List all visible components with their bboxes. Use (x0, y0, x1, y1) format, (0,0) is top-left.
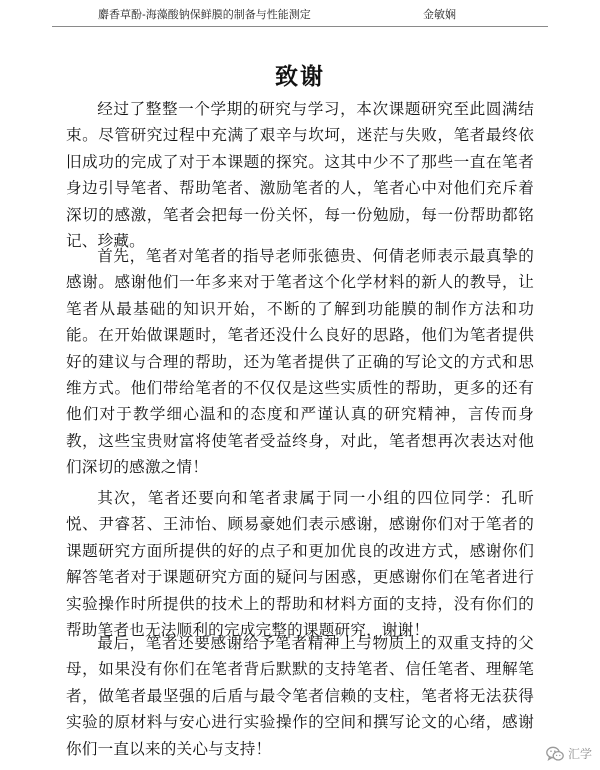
page-title: 致谢 (275, 63, 325, 90)
running-header (52, 8, 548, 27)
paragraph-classmates: 其次，笔者还要向和笔者隶属于同一小组的四位同学：孔昕悦、尹睿茗、王沛怡、顾易豪她们表示感谢，感谢你们对于笔者的课题研究方面所提供的好的点子和更加优良的改进方式，感谢你们解答笔者对于课题研究方面的疑问与困惑，更感谢你们在笔者进行实验操作时所提供的技术上的帮助和材料方面的支持，没有你们的帮助笔者也无法顺利的完成完整的课题研究，谢谢！ (66, 489, 534, 640)
paragraph-parents: 最后，笔者还要感谢给予笔者精神上与物质上的双重支持的父母，如果没有你们在笔者背后默默的支持笔者、信任笔者、理解笔者，做笔者最坚强的后盾与最令笔者信赖的支柱，笔者将无法获得实验的原材料与安心进行实验操作的空间和撰写论文的心绪，感谢你们一直以来的关心与支持！ (66, 634, 534, 758)
header-author: 金敏娴 (423, 8, 456, 21)
wechat-icon (546, 746, 564, 762)
watermark (546, 745, 592, 762)
paragraph-intro: 经过了整整一个学期的研究与学习，本次课题研究至此圆满结束。尽管研究过程中充满了艰辛与坎坷，迷茫与失败，笔者最终依旧成功的完成了对于本课题的探究。这其中少不了那些一直在笔者身边引导笔者、帮助笔者、激励笔者的人，笔者心中对他们充斥着深切的感激，笔者会把每一份关怀，每一份勉励，每一份帮助都铭记、珍藏。 (66, 100, 534, 251)
header-thesis-title: 麝香草酚-海藻酸钠保鲜膜的制备与性能测定 (98, 8, 311, 21)
watermark-text: 汇学 (567, 747, 592, 761)
paragraph-advisors: 首先，笔者对笔者的指导老师张德贵、何倩老师表示最真挚的感谢。感谢他们一年多来对于笔者这个化学材料的新人的教导，让笔者从最基础的知识开始，不断的了解到功能膜的制作方法和功能。在开始做课题时，笔者还没什么良好的思路，他们为笔者提供好的建议与合理的帮助，还为笔者提供了正确的写论文的方式和思维方式。他们带给笔者的不仅仅是这些实质性的帮助，更多的还有他们对于教学细心温和的态度和严谨认真的研究精神，言传而身教，这些宝贵财富将使笔者受益终身，对此，笔者想再次表达对他们深切的感激之情！ (66, 247, 534, 477)
